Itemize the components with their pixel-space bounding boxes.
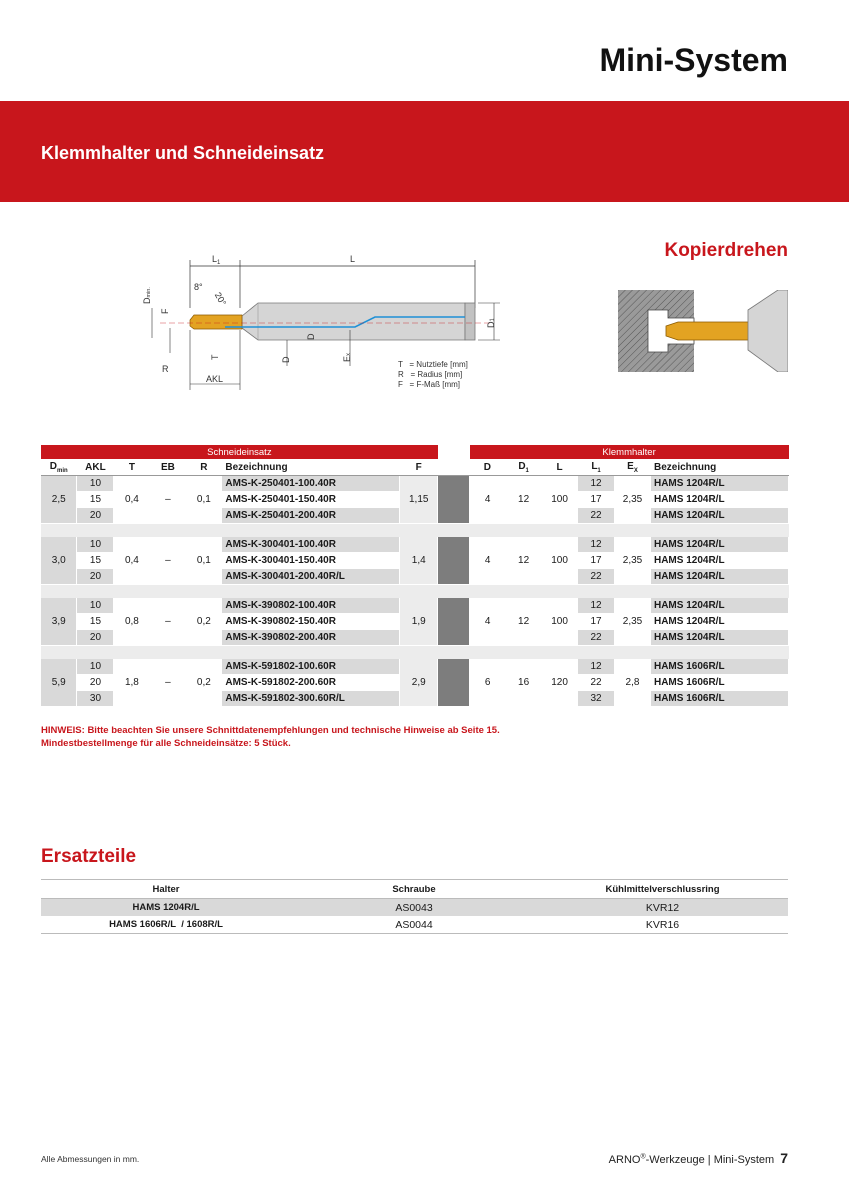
dim-d1-label: D1 [486,318,496,328]
table-row: 2,5 10 0,4 – 0,1 AMS-K-250401-100.40R 1,15 4 12 100 12 2,35 HAMS 1204R/L [41,476,789,492]
ersatzteile-table [41,879,788,934]
table-row: 3,0 10 0,4 – 0,1 AMS-K-300401-100.40R 1,4 4 12 100 12 2,35 HAMS 1204R/L [41,537,789,553]
dim-l-label: L [350,254,356,264]
dim-r-label: R [162,364,169,374]
band-subtitle: Klemmhalter und Schneideinsatz [41,143,325,163]
mindestbestellmenge-note: Mindestbestellmenge für alle Schneideinsätze: 5 Stück. [41,738,291,749]
col-r: R [186,459,222,476]
dim-ex-label: Ex [342,352,352,362]
kopierdrehen-illustration [618,290,788,372]
col-akl: AKL [77,459,114,476]
group-header-schneideinsatz: Schneideinsatz [41,445,438,459]
legend-f: F = F-Maß [mm] [398,380,460,389]
dim-angle20-label: 20° [212,290,229,308]
table-row: 15 AMS-K-390802-150.40R 17 HAMS 1204R/L [41,614,789,630]
table-row: 15 AMS-K-250401-150.40R 17 HAMS 1204R/L [41,492,789,508]
page-title: Mini-System [599,42,788,78]
hinweis-note: HINWEIS: Bitte beachten Sie unsere Schnittdatenempfehlungen und technische Hinweise ab Seite 15. [41,725,500,736]
dim-akl-label: AKL [206,374,224,384]
table-row: 20 AMS-K-250401-200.40R 22 HAMS 1204R/L [41,508,789,524]
group-header-klemmhalter: Klemmhalter [470,445,789,459]
dim-angle8-label: 8° [194,282,203,292]
col-holder-bezeichnung: Bezeichnung [650,459,788,476]
dim-dmin-label: Dmin. [142,287,152,304]
cell-dmin: 5,9 [41,659,77,707]
table-row: 3,9 10 0,8 – 0,2 AMS-K-390802-100.40R 1,9 4 12 100 12 2,35 HAMS 1204R/L [41,598,789,614]
table-row: 20 AMS-K-390802-200.40R 22 HAMS 1204R/L [41,630,789,646]
legend-t: T = Nutztiefe [mm] [398,360,468,369]
col-eb: EB [150,459,186,476]
col-l: L [542,459,578,476]
page-number: 7 [780,1150,788,1166]
cell-dmin: 3,9 [41,598,77,646]
dim-d-label: D [281,356,291,363]
cell-dmin: 2,5 [41,476,77,524]
table-row: HAMS 1606R/L / 1608R/L AS0044 KVR16 [41,916,788,934]
table-row: 20 AMS-K-591802-200.60R 22 HAMS 1606R/L [41,675,789,691]
legend-r: R = Radius [mm] [398,370,463,379]
dimension-legend [398,360,468,390]
col-d1: $D_1$ [506,459,542,476]
table-row: 15 AMS-K-300401-150.40R 17 HAMS 1204R/L [41,553,789,569]
dim-t-label: T [210,354,220,360]
col-l1: $L_1$ [578,459,615,476]
table-row: 5,9 10 1,8 – 0,2 AMS-K-591802-100.60R 2,9 6 16 120 12 2,8 HAMS 1606R/L [41,659,789,675]
table-row: 20 AMS-K-300401-200.40R/L 22 HAMS 1204R/L [41,569,789,585]
col-dmin: $D_{min}$ [41,459,77,476]
table-row: HAMS 1204R/L AS0043 KVR12 [41,899,788,917]
tool-data-table [41,445,789,707]
dim-d-inner-label: D [306,333,316,340]
col-bezeichnung: Bezeichnung [222,459,400,476]
col-ring: Kühlmittelverschlussring [537,880,788,899]
col-halter: Halter [41,880,291,899]
col-f: F [400,459,438,476]
ersatzteile-heading: Ersatzteile [41,846,137,867]
footer-brand: ARNO®-Werkzeuge | Mini-System 7 [608,1150,788,1166]
dim-f-label: F [160,308,170,314]
col-schraube: Schraube [291,880,537,899]
col-d: D [470,459,506,476]
cell-dmin: 3,0 [41,537,77,585]
col-ex: $E_X$ [615,459,651,476]
footer-dimensions-note: Alle Abmessungen in mm. [41,1154,140,1164]
table-row: 30 AMS-K-591802-300.60R/L 32 HAMS 1606R/L [41,691,789,707]
dim-l1-label: $L_1$ [212,254,221,266]
kopierdrehen-heading: Kopierdrehen [664,240,788,261]
col-t: T [114,459,150,476]
